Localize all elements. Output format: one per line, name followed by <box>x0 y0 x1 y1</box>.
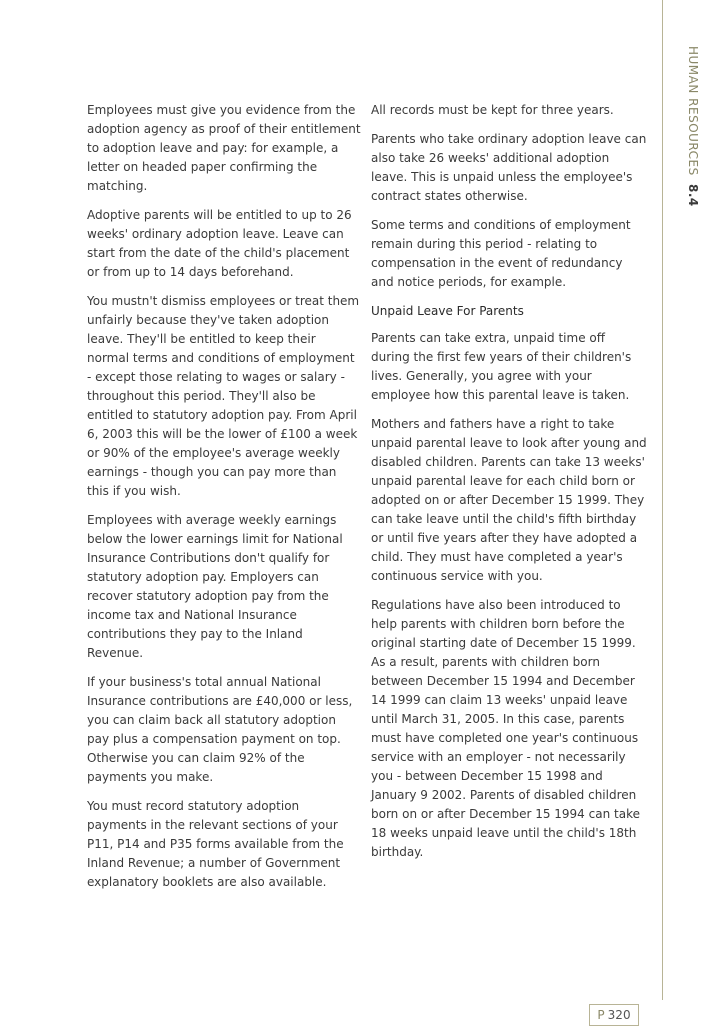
side-divider-line <box>662 0 663 1000</box>
section-number: 8.4 <box>686 184 700 207</box>
paragraph: Employees with average weekly earnings below the lower earnings limit for National Insurance Contributions don't qualify for statutory adoption pay. Employers can recover statutory adoption pay from the income tax and National Insurance contributions they pay to the Inland Revenue. <box>87 513 343 660</box>
paragraph: Regulations have also been introduced to help parents with children born before the original starting date of December 15 1999. As a result, parents with children born between December 15 1994 and December 14 1999 can claim 13 weeks' unpaid leave until March 31, 2005. In this case, parents must have completed one year's continuous service with an employer - not necessarily you - between December 15 1998 and January 9 2002. Parents of disabled children born on or after December 15 1994 can take 18 weeks unpaid leave until the child's 18th birthday. <box>371 598 640 859</box>
right-column <box>371 101 647 872</box>
paragraph: Adoptive parents will be entitled to up to 26 weeks' ordinary adoption leave. Leave can start from the date of the child's placement or from up to 14 days beforehand. <box>87 208 352 279</box>
paragraph: If your business's total annual National Insurance contributions are £40,000 or less, you can claim back all statutory adoption pay plus a compensation payment on top. Otherwise you can claim 92% of the payments you make. <box>87 675 353 784</box>
section-side-label <box>686 46 700 207</box>
page-number: 320 <box>607 1008 631 1022</box>
page-prefix: P <box>597 1008 605 1022</box>
paragraph: You mustn't dismiss employees or treat them unfairly because they've taken adoption leave. They'll be entitled to keep their normal terms and conditions of employment - except those relating to wages or salary - throughout this period. They'll also be entitled to statutory adoption pay. From April 6, 2003 this will be the lower of £100 a week or 90% of the employee's average weekly earnings - though you can pay more than this if you wish. <box>87 294 360 498</box>
paragraph: You must record statutory adoption payments in the relevant sections of your P11, P14 and P35 forms available from the Inland Revenue; a number of Government explanatory booklets are also available. <box>87 799 344 889</box>
paragraph: Some terms and conditions of employment remain during this period - relating to compensation in the event of redundancy and notice periods, for example. <box>371 218 631 289</box>
page-number-box <box>589 1004 639 1026</box>
paragraph: Employees must give you evidence from the adoption agency as proof of their entitlement to adoption leave and pay: for example, a letter on headed paper confirming the matching. <box>87 103 361 193</box>
paragraph: Mothers and fathers have a right to take unpaid parental leave to look after young and disabled children. Parents can take 13 weeks' unpaid parental leave for each child born or adopted on or after December 15 1999. They can take leave until the child's fifth birthday or until five years after they have adopted a child. They must have completed a year's continuous service with you. <box>371 417 647 583</box>
paragraph: Parents can take extra, unpaid time off during the first few years of their children's lives. Generally, you agree with your employee how this parental leave is taken. <box>371 331 632 402</box>
section-heading: Unpaid Leave For Parents <box>371 304 524 318</box>
section-title: HUMAN RESOURCES <box>686 46 700 176</box>
paragraph: All records must be kept for three years. <box>371 103 614 117</box>
paragraph: Parents who take ordinary adoption leave can also take 26 weeks' additional adoption leave. This is unpaid unless the employee's contract states otherwise. <box>371 132 647 203</box>
left-column <box>87 101 361 902</box>
